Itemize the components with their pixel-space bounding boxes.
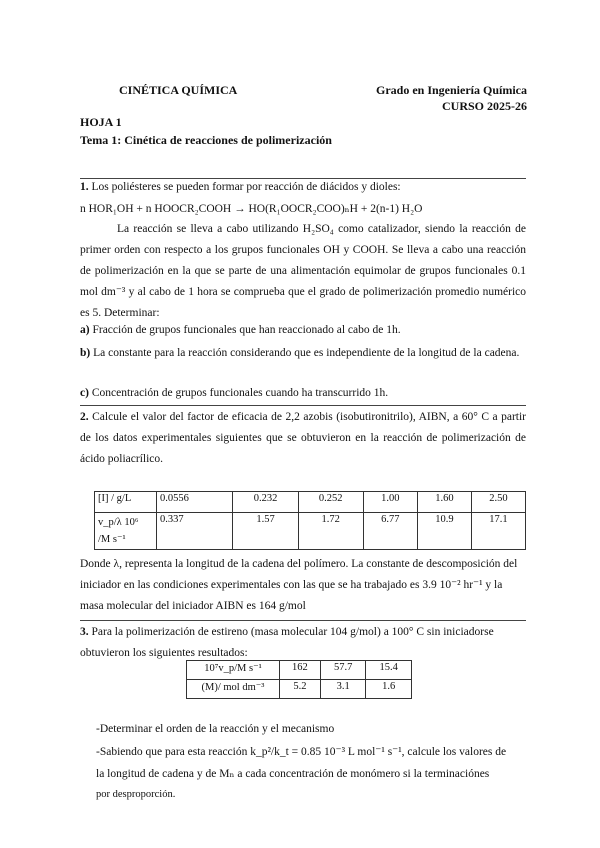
problem-1-equation: n HOR₁OH + n HOOCR₂COOH → HO(R₁OOCR₂COO)ₙH + 2(n-1) H₂O [80, 203, 423, 215]
table-cell: 3.1 [320, 680, 366, 699]
table-row [187, 680, 412, 699]
degree-name: Grado en Ingeniería Química [376, 83, 527, 97]
problem-2-after-table: Donde λ, representa la longitud de la cadena del polímero. La constante de descomposición del iniciador en las condiciones experimentales con las que se ha trabajado es 3.9 10⁻² hr⁻¹ y la masa molecular del iniciador AIBN es 164 g/mol [80, 558, 518, 612]
part-b-label: b) [80, 347, 91, 359]
table-header-cell: [I] / g/L [95, 492, 157, 513]
table-header-cell: (M)/ mol dm⁻³ [187, 680, 280, 699]
problem-3-statement [80, 622, 526, 664]
problem-1-statement: La reacción se lleva a cabo utilizando H₂SO₄ como catalizador, siendo la reacción de primer orden con respecto a los grupos funcionales OH y COOH. Se lleva a cabo una reacción de polimerización en la que se parte de una alimentación equimolar de grupos funcionales 0.1 mol dm⁻³ y al cabo de 1 hora se comprueba que el grado de polimerización promedio numérico es 5. Determinar: [80, 223, 526, 319]
part-b-text: La constante para la reacción considerando que es independiente de la longitud de la cadena. [93, 347, 520, 359]
problem-2-statement [80, 407, 526, 470]
initiator-data-table [94, 491, 526, 550]
sheet-label: HOJA 1 [80, 115, 122, 129]
subject-title: CINÉTICA QUÍMICA [119, 83, 238, 97]
table-cell: 1.60 [417, 492, 471, 513]
table-cell: 6.77 [363, 513, 417, 550]
table-cell: 10.9 [417, 513, 471, 550]
divider-3 [80, 620, 526, 621]
problem-3-bullet-1: -Determinar el orden de la reacción y el mecanismo [96, 723, 335, 735]
divider-2 [80, 405, 526, 406]
table-cell: 15.4 [366, 661, 412, 680]
divider-1 [80, 178, 526, 179]
table-cell: 17.1 [471, 513, 525, 550]
table-cell: 0.0556 [157, 492, 233, 513]
problem-3-bullet-2-line-1: -Sabiendo que para esta reacción k_p²/k_t = 0.85 10⁻³ L mol⁻¹ s⁻¹, calcule los valores de [96, 746, 507, 758]
part-a-label: a) [80, 324, 90, 336]
table-cell: 0.252 [298, 492, 363, 513]
problem-1-number: 1. [80, 181, 89, 193]
table-row [187, 661, 412, 680]
problem-1-intro [80, 181, 401, 193]
table-row [95, 492, 526, 513]
topic-title: Tema 1: Cinética de reacciones de polimerización [80, 133, 332, 147]
table-cell: 2.50 [471, 492, 525, 513]
table-cell: 1.6 [366, 680, 412, 699]
table-cell: 1.57 [233, 513, 298, 550]
problem-3-bullet-2-line-2: la longitud de cadena y de Mₙ a cada concentración de monómero si la terminaciónes [96, 768, 490, 780]
table-cell: 1.72 [298, 513, 363, 550]
part-a-text: Fracción de grupos funcionales que han reaccionado al cabo de 1h. [92, 324, 401, 336]
part-c-label: c) [80, 387, 89, 399]
table-cell: 5.2 [280, 680, 321, 699]
table-row [95, 513, 526, 550]
table-cell: 1.00 [363, 492, 417, 513]
table-header-cell: 10⁷v_p/M s⁻¹ [187, 661, 280, 680]
problem-3-bullet-2-line-3: por desproporción. [96, 789, 176, 800]
problem-2-text: Calcule el valor del factor de eficacia de 2,2 azobis (isobutironitrilo), AIBN, a 60° C a partir de los datos experimentales siguientes que se obtuvieron en la reacción de polimerización de ácido poliacrílico. [80, 411, 526, 465]
table-cell: 162 [280, 661, 321, 680]
problem-2-number: 2. [80, 411, 89, 423]
styrene-data-table [186, 660, 412, 699]
problem-1-intro-text: Los poliésteres se pueden formar por reacción de diácidos y dioles: [91, 181, 401, 193]
part-c-text: Concentración de grupos funcionales cuando ha transcurrido 1h. [91, 387, 389, 399]
problem-1-part-b [80, 343, 526, 364]
problem-1-part-c [80, 387, 388, 399]
problem-1-part-a [80, 324, 401, 336]
course-year: CURSO 2025-26 [441, 99, 527, 113]
table-header-cell: v_p/λ 10⁶ /M s⁻¹ [95, 513, 157, 550]
table-cell: 0.232 [233, 492, 298, 513]
table-cell: 57.7 [320, 661, 366, 680]
table-cell: 0.337 [157, 513, 233, 550]
problem-3-number: 3. [80, 626, 89, 638]
problem-3-text: Para la polimerización de estireno (masa molecular 104 g/mol) a 100° C sin iniciadorse obtuvieron los siguientes resultados: [80, 626, 494, 659]
